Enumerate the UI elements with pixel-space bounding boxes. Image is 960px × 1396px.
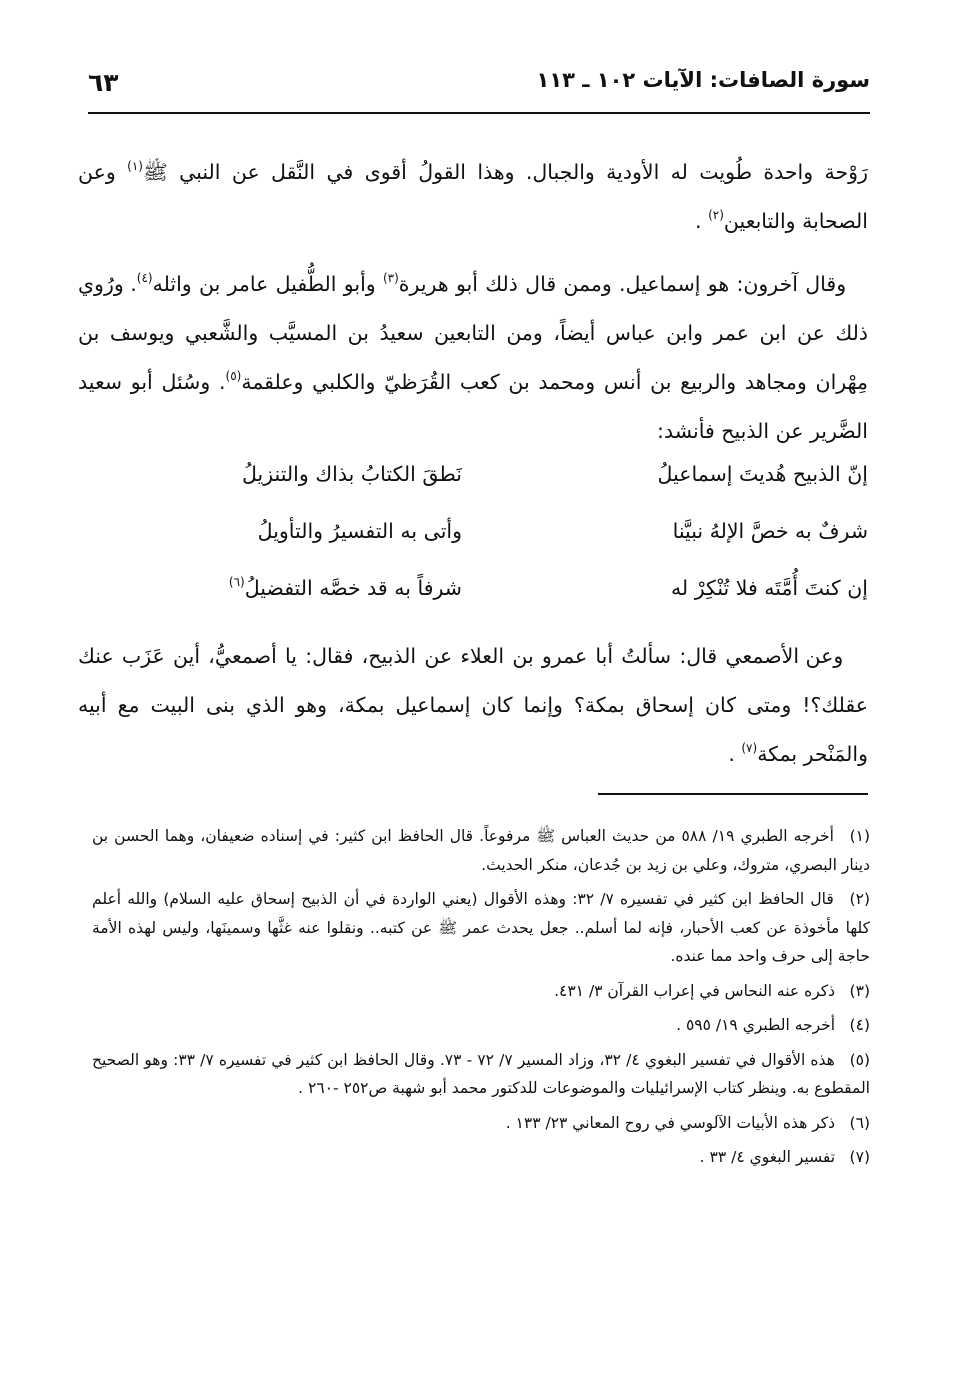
footnote-number: (٦) <box>849 1113 870 1132</box>
paragraph-3-end: . <box>728 742 742 766</box>
poem-first-hemistich: شرفٌ به خصَّ الإلهُ نبيَّنا <box>672 519 868 543</box>
footnote-7 <box>92 1143 870 1172</box>
footnote-number: (١) <box>849 827 871 845</box>
footnote-number: (٥) <box>849 1050 871 1069</box>
footnote-text: هذه الأقوال في تفسير البغوي ٤/ ٣٢، وزاد المسير ٧/ ٧٢ - ٧٣. وقال الحافظ ابن كثير في تفسيره ٧/ ٣٣: وهو الصحيح المقطوع به. وينظر كتاب الإسرائيليات والموضوعات للدكتور محمد أبو شهبة ص٢٥٢ -٢٦٠ . <box>92 1050 870 1097</box>
poem <box>82 462 868 633</box>
paragraph-2-text-d: . وسُئل أبو سعيد الضَّرير عن الذبيح فأنشد: <box>78 370 868 443</box>
footnote-number: (٧) <box>849 1148 870 1166</box>
footnote-divider <box>598 793 868 795</box>
footnote-3 <box>92 977 870 1006</box>
footnote-text: أخرجه الطبري ١٩/ ٥٩٥ . <box>676 1016 836 1034</box>
footnote-5 <box>92 1046 870 1103</box>
footnote-ref-4: (٤) <box>136 271 153 285</box>
paragraph-2 <box>78 260 868 456</box>
footnote-6 <box>92 1109 870 1138</box>
footnote-4 <box>92 1011 870 1040</box>
poem-first-hemistich: إن كنتَ أُمَّتَه فلا تُنْكِرْ له <box>670 576 868 600</box>
poem-second-hemistich: وأتى به التفسيرُ والتأويلُ <box>257 519 462 543</box>
footnotes <box>92 822 870 1178</box>
footnote-text: تفسير البغوي ٤/ ٣٣ . <box>699 1148 836 1166</box>
paragraph-1-end: . <box>695 209 709 233</box>
footnote-text: ذكر هذه الأبيات الآلوسي في روح المعاني ٢٣/ ١٣٣ . <box>505 1113 836 1132</box>
footnote-text: قال الحافظ ابن كثير في تفسيره ٧/ ٣٢: وهذه الأقوال (يعني الواردة في أن الذبيح إسحاق عليه السلام) والله أعلم كلها مأخوذة عن كعب الأحبار، فإنه لما أسلم.. جعل يحدث عمر ﷺ عن كتبه.. ونقلوا عنه غثَّها وسمينَها، وليس لهذه الأمة حاجة إلى حرف واحد مما عنده. <box>92 890 870 965</box>
footnote-text: ذكره عنه النحاس في إعراب القرآن ٣/ ٤٣١. <box>554 981 836 1000</box>
footnote-ref-2: (٢) <box>708 208 724 222</box>
poem-verse <box>82 462 868 519</box>
footnote-2 <box>92 885 870 971</box>
header-divider <box>88 112 870 114</box>
running-title: سورة الصافات: الآيات ١٠٢ ـ ١١٣ <box>536 68 870 92</box>
paragraph-3-text: وعن الأصمعي قال: سألتُ أبا عمرو بن العلاء عن الذبيح، فقال: يا أصمعيُّ، أين عَزَب عنك عقلك؟! ومتى كان إسحاق بمكة؟ وإنما كان إسماعيل بمكة، وهو الذي بنى البيت مع أبيه والمَنْحر بمكة <box>78 644 868 766</box>
paragraph-1 <box>78 148 868 246</box>
poem-verse <box>82 519 868 576</box>
paragraph-2-text-b: وأبو الطُّفيل عامر بن واثله <box>152 272 383 296</box>
footnote-ref-6: (٦) <box>228 575 245 589</box>
footnote-1 <box>92 822 870 879</box>
footnote-number: (٢) <box>849 890 870 908</box>
main-text-continued <box>78 632 868 779</box>
footnote-ref-5: (٥) <box>225 369 242 383</box>
poem-first-hemistich: إنّ الذبيح هُديتَ إسماعيلُ <box>657 462 868 486</box>
main-text <box>78 148 868 456</box>
footnote-text: أخرجه الطبري ١٩/ ٥٨٨ من حديث العباس ﷺ مرفوعاً. قال الحافظ ابن كثير: في إسناده ضعيفان، وهما الحسن بن دينار البصري، متروك، وعلي بن زيد بن جُدعان، منكر الحديث. <box>92 827 870 874</box>
paragraph-1-text: رَوْحة واحدة طُويت له الأودية والجبال. وهذا القولُ أقوى في النَّقل عن النبي ﷺ <box>142 160 868 184</box>
footnote-number: (٣) <box>849 981 870 1000</box>
footnote-ref-3: (٣) <box>382 271 399 285</box>
paragraph-3 <box>78 632 868 779</box>
paragraph-1-continued: وعن الصحابة والتابعين <box>78 160 868 233</box>
poem-verse <box>82 576 868 633</box>
footnote-number: (٤) <box>849 1016 870 1034</box>
poem-second-hemistich: نَطقَ الكتابُ بذاك والتنزيلُ <box>242 462 462 486</box>
paragraph-2-text-a: وقال آخرون: هو إسماعيل. وممن قال ذلك أبو هريرة <box>398 272 847 296</box>
footnote-ref-1: (١) <box>127 159 143 173</box>
paragraph-2-text-c: . ورُوي ذلك عن ابن عمر وابن عباس أيضاً، ومن التابعين سعيدُ بن المسيَّب والشَّعبي ويوسف بن مِهْران ومجاهد والربيع بن أنس ومحمد بن كعب القُرَظيّ والكلبي وعلقمة <box>78 272 868 394</box>
page-number: ٦٣ <box>88 68 119 97</box>
running-header <box>88 68 870 114</box>
poem-hemistich-text: شرفاً به قد خصَّه التفضيلُ <box>244 576 462 600</box>
footnote-ref-7: (٧) <box>741 741 758 755</box>
poem-second-hemistich <box>82 576 462 600</box>
